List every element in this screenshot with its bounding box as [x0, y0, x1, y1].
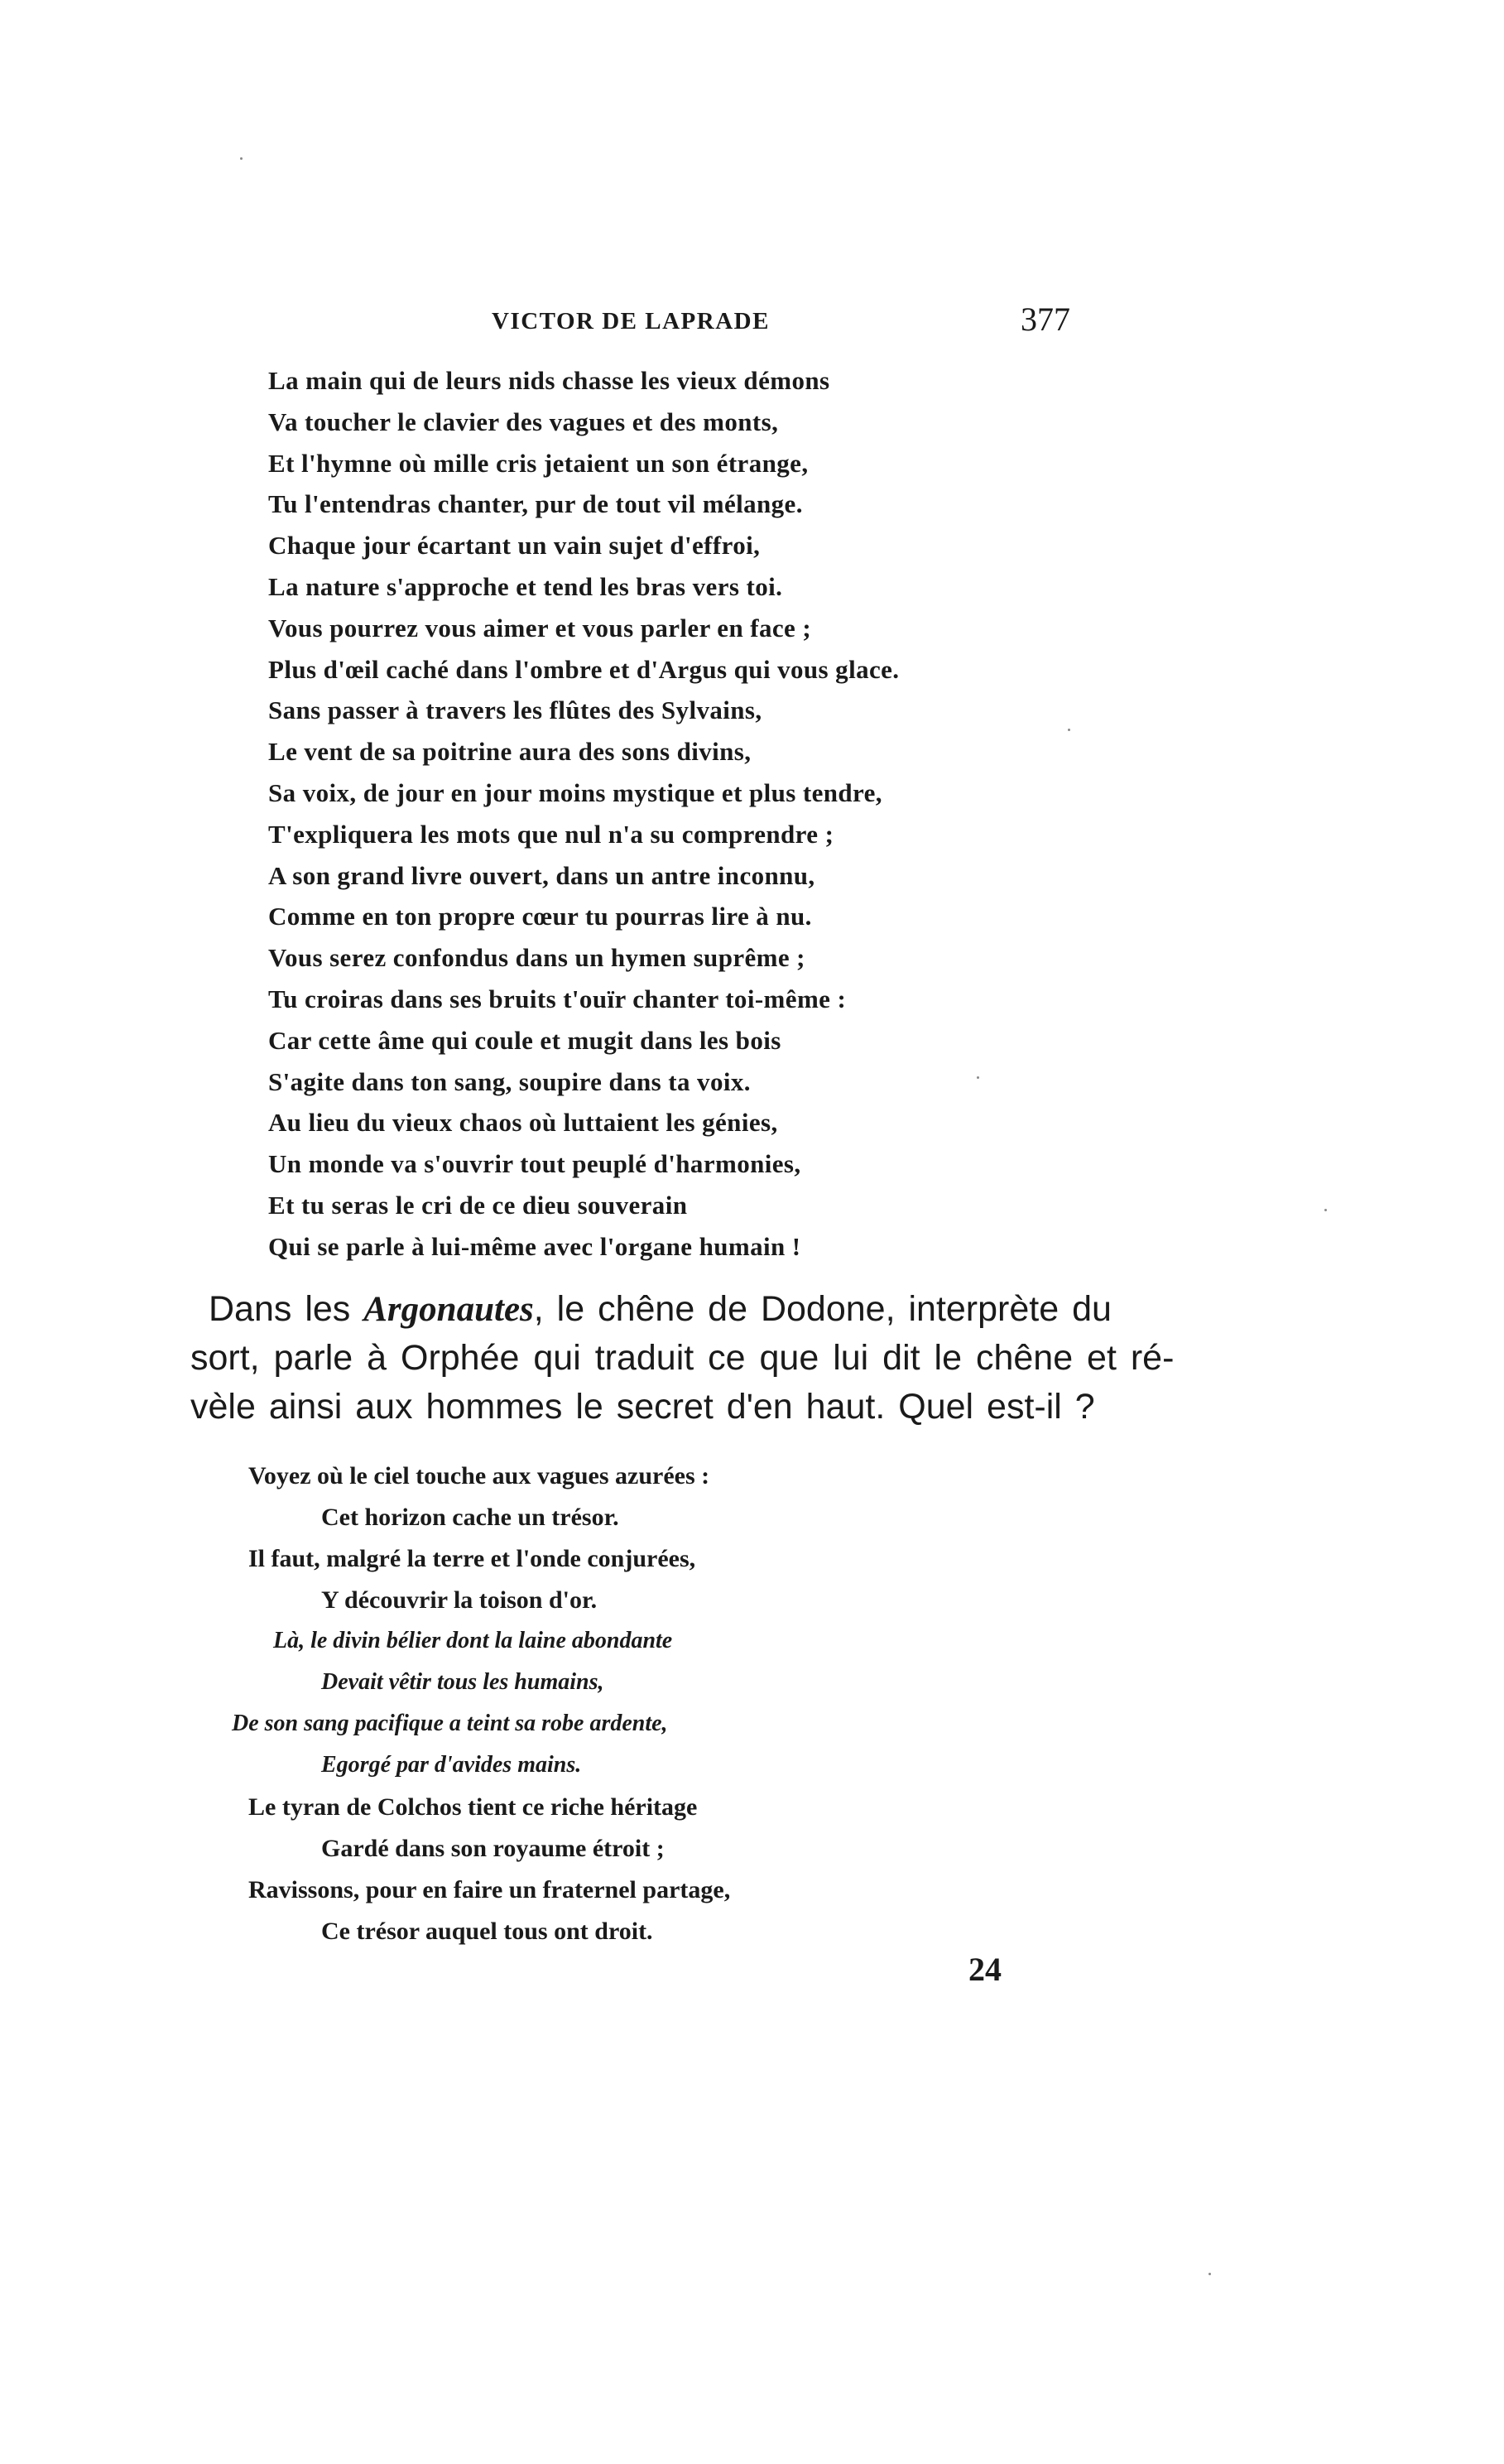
verse-line: Cet horizon cache un trésor. — [321, 1504, 619, 1531]
verse-line: Là, le divin bélier dont la laine abondante — [273, 1628, 673, 1653]
running-head: VICTOR DE LAPRADE — [492, 308, 770, 334]
paper-speck — [977, 1076, 979, 1079]
verse-line: La nature s'approche et tend les bras vers toi. — [268, 571, 783, 601]
verse-line: A son grand livre ouvert, dans un antre inconnu, — [268, 860, 815, 890]
verse-line: Et tu seras le cri de ce dieu souverain — [268, 1190, 688, 1220]
verse-line: Devait vêtir tous les humains, — [321, 1669, 604, 1695]
verse-line: Tu l'entendras chanter, pur de tout vil mélange. — [268, 489, 803, 519]
verse-stanza-2 — [232, 1462, 731, 1961]
verse-line: T'expliquera les mots que nul n'a su comprendre ; — [268, 819, 834, 849]
verse-line: Ce trésor auquel tous ont droit. — [321, 1918, 653, 1945]
page-number: 377 — [1021, 301, 1070, 338]
verse-line: Voyez où le ciel touche aux vagues azurées : — [248, 1462, 710, 1489]
verse-line: La main qui de leurs nids chasse les vieux démons — [268, 366, 830, 395]
verse-line: Egorgé par d'avides mains. — [321, 1752, 582, 1778]
verse-line: De son sang pacifique a teint sa robe ardente, — [232, 1711, 668, 1736]
verse-line: Qui se parle à lui-même avec l'organe humain ! — [268, 1231, 801, 1261]
verse-line: Va toucher le clavier des vagues et des monts, — [268, 407, 779, 436]
verse-line: Le tyran de Colchos tient ce riche héritage — [248, 1793, 698, 1821]
verse-line: Y découvrir la toison d'or. — [321, 1586, 598, 1614]
prose-line: sort, parle à Orphée qui traduit ce que lui dit le chêne et ré- — [190, 1338, 1175, 1378]
prose-line: vèle ainsi aux hommes le secret d'en haut. Quel est-il ? — [190, 1387, 1095, 1427]
paper-speck — [1068, 729, 1070, 731]
paper-speck — [240, 157, 243, 160]
prose-paragraph — [190, 1285, 1175, 1432]
verse-line: Au lieu du vieux chaos où luttaient les génies, — [268, 1108, 778, 1138]
verse-line: Vous serez confondus dans un hymen suprême ; — [268, 943, 805, 973]
paper-speck — [1208, 2273, 1211, 2275]
verse-line: Et l'hymne où mille cris jetaient un son étrange, — [268, 448, 809, 478]
verse-line: Chaque jour écartant un vain sujet d'effroi, — [268, 531, 761, 561]
verse-line: Un monde va s'ouvrir tout peuplé d'harmonies, — [268, 1149, 801, 1179]
verse-line: Le vent de sa poitrine aura des sons divins, — [268, 737, 752, 767]
verse-line: Gardé dans son royaume étroit ; — [321, 1835, 665, 1862]
verse-line: Ravissons, pour en faire un fraternel partage, — [248, 1876, 731, 1903]
signature-mark: 24 — [968, 1951, 1002, 1988]
verse-line: S'agite dans ton sang, soupire dans ta voix. — [268, 1066, 751, 1096]
verse-line: Tu croiras dans ses bruits t'ouïr chanter toi-même : — [268, 984, 847, 1013]
verse-line: Plus d'œil caché dans l'ombre et d'Argus qui vous glace. — [268, 654, 900, 684]
prose-text: Dans les — [209, 1289, 364, 1329]
verse-line: Il faut, malgré la terre et l'onde conjurées, — [248, 1545, 696, 1572]
verse-line: Sa voix, de jour en jour moins mystique et plus tendre, — [268, 777, 882, 807]
prose-text: , le chêne de Dodone, interprète du — [533, 1289, 1112, 1329]
paper-speck — [1324, 1209, 1327, 1211]
verse-line: Comme en ton propre cœur tu pourras lire à nu. — [268, 902, 812, 931]
verse-stanza-1 — [268, 368, 899, 1275]
verse-line: Sans passer à travers les flûtes des Sylvains, — [268, 695, 762, 725]
verse-line: Car cette âme qui coule et mugit dans les bois — [268, 1025, 781, 1055]
verse-line: Vous pourrez vous aimer et vous parler en face ; — [268, 613, 812, 642]
prose-line — [190, 1285, 1112, 1334]
work-title: Argonautes — [363, 1290, 534, 1329]
